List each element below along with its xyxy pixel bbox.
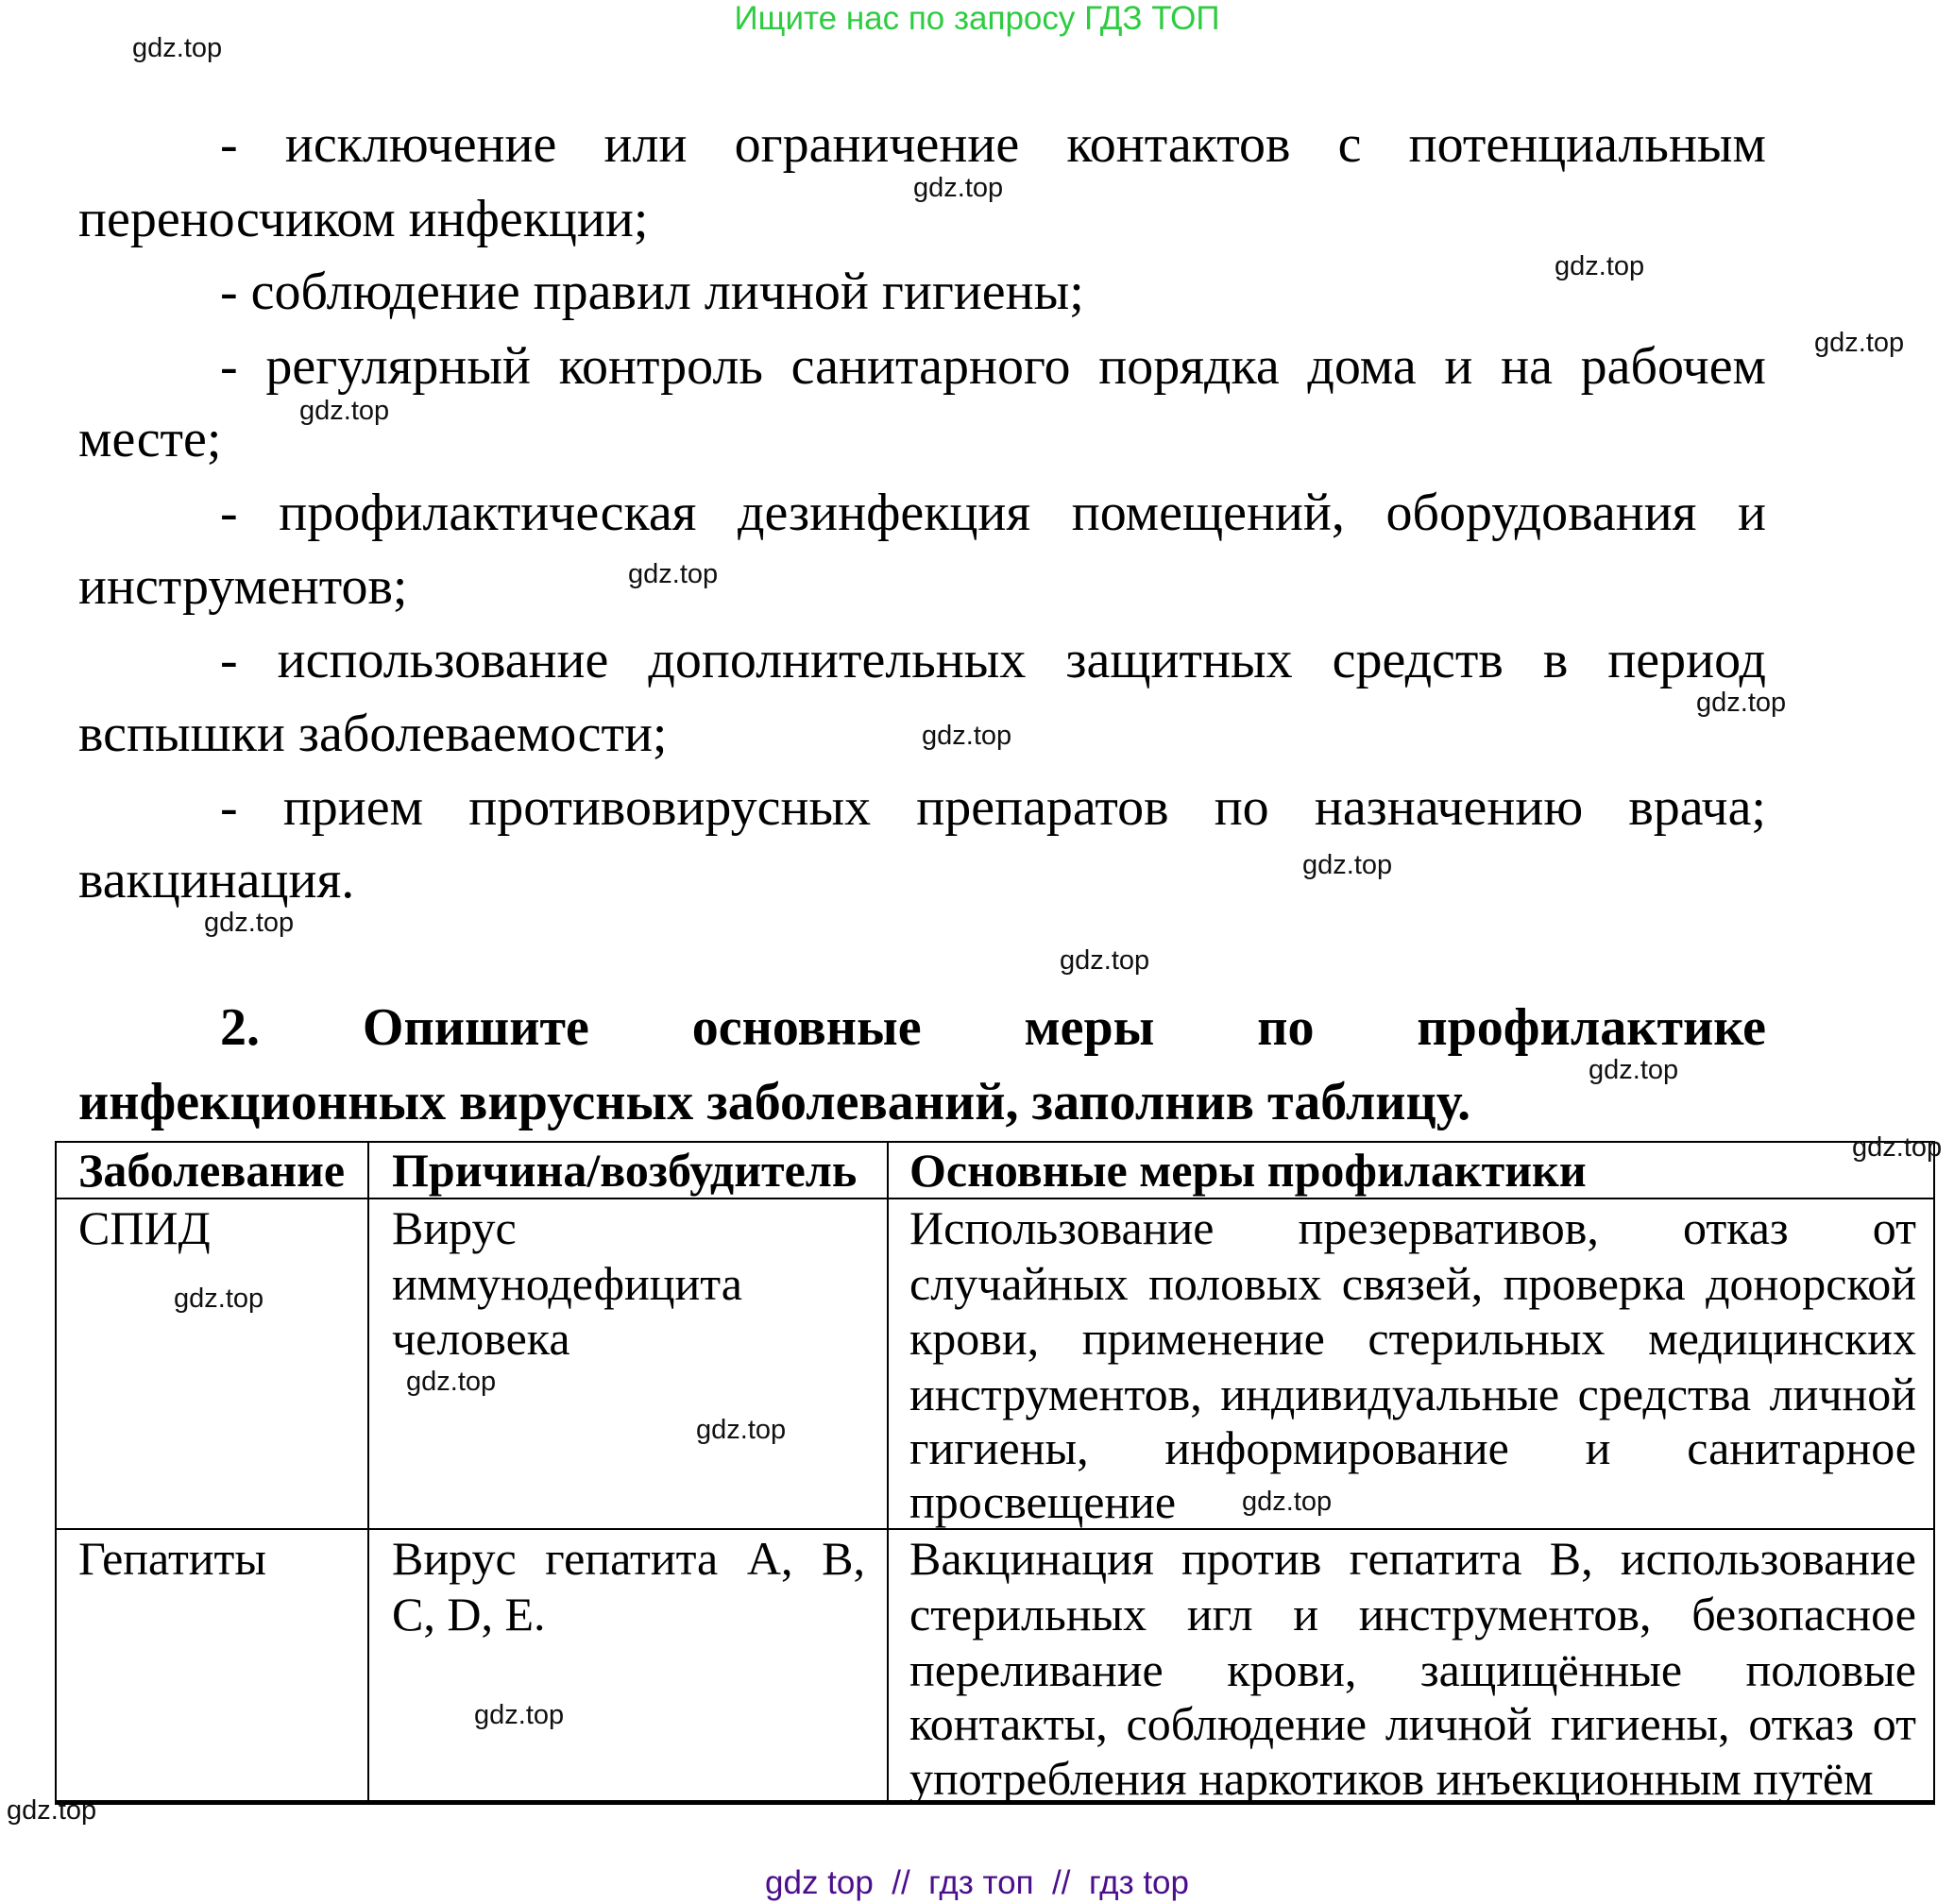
cause-cell-line: Вирус — [392, 1201, 517, 1254]
measures-cell-line: просвещение — [909, 1475, 1177, 1528]
watermark-text: gdz.top — [628, 559, 719, 589]
watermark-text: gdz.top — [299, 396, 390, 426]
table-header-cell: Основные меры профилактики — [909, 1144, 1587, 1197]
watermark-text: gdz.top — [1852, 1132, 1943, 1163]
watermark-text: gdz.top — [1814, 328, 1905, 358]
watermark-text: gdz.top — [406, 1367, 497, 1397]
body-text-line: вакцинация. — [78, 851, 355, 910]
measures-cell-line: гигиены, информирование и санитарное — [909, 1421, 1916, 1474]
watermark-text: gdz.top — [1302, 850, 1393, 880]
cause-cell-line: Вирус гепатита А, В, — [392, 1532, 865, 1585]
measures-cell-line: употребления наркотиков инъекционным путём — [909, 1752, 1874, 1805]
table-row-divider — [55, 1198, 1935, 1199]
measures-cell-line: контакты, соблюдение личной гигиены, отказ от — [909, 1697, 1916, 1750]
watermark-text: gdz.top — [1060, 945, 1150, 976]
watermark-text: gdz.top — [1555, 251, 1645, 281]
body-text-line: вспышки заболеваемости; — [78, 705, 668, 763]
measures-cell-line: инструментов, индивидуальные средства личной — [909, 1368, 1916, 1420]
watermark-text: gdz.top — [7, 1795, 97, 1826]
watermark-text: gdz.top — [696, 1415, 787, 1445]
watermark-text: gdz.top — [204, 908, 295, 938]
table-column-divider — [367, 1141, 369, 1805]
body-text-line: месте; — [78, 410, 222, 468]
footer-links[interactable]: gdz top // гдз топ // гдз top — [765, 1864, 1189, 1901]
disease-cell: Гепатиты — [78, 1532, 266, 1585]
body-text-line: - соблюдение правил личной гигиены; — [220, 263, 1084, 321]
watermark-text: gdz.top — [1696, 688, 1787, 718]
watermark-text: gdz.top — [132, 33, 223, 63]
cause-cell-line: иммунодефицита — [392, 1257, 742, 1310]
table-column-divider — [887, 1141, 889, 1805]
watermark-text: gdz.top — [913, 173, 1004, 203]
body-text-line: - исключение или ограничение контактов с потенциальным — [220, 115, 1766, 174]
body-text-line: переносчиком инфекции; — [78, 190, 649, 248]
watermark-text: gdz.top — [1242, 1487, 1333, 1517]
body-text-line: - регулярный контроль санитарного порядка дома и на рабочем — [220, 337, 1766, 396]
watermark-text: gdz.top — [174, 1284, 264, 1314]
measures-cell-line: крови, применение стерильных медицинских — [909, 1312, 1916, 1365]
body-text-line: инструментов; — [78, 557, 408, 616]
cause-cell-line: С, D, Е. — [392, 1588, 546, 1640]
body-text-line: - прием противовирусных препаратов по назначению врача; — [220, 778, 1766, 837]
disease-cell: СПИД — [78, 1201, 211, 1254]
body-text-line: - использование дополнительных защитных средств в период — [220, 631, 1766, 689]
watermark-text: gdz.top — [474, 1700, 565, 1730]
measures-cell-line: переливание крови, защищённые половые — [909, 1643, 1916, 1696]
measures-cell-line: Использование презервативов, отказ от — [909, 1201, 1916, 1254]
search-banner: Ищите нас по запросу ГДЗ ТОП — [734, 0, 1220, 37]
measures-cell-line: стерильных игл и инструментов, безопасное — [909, 1588, 1916, 1640]
measures-cell-line: случайных половых связей, проверка донорской — [909, 1257, 1916, 1310]
measures-cell-line: Вакцинация против гепатита В, использование — [909, 1532, 1916, 1585]
cause-cell-line: человека — [392, 1312, 570, 1365]
table-header-cell: Заболевание — [78, 1144, 346, 1197]
body-text-line: - профилактическая дезинфекция помещений, оборудования и — [220, 484, 1766, 542]
task-heading: инфекционных вирусных заболеваний, заполнив таблицу. — [78, 1073, 1471, 1131]
watermark-text: gdz.top — [922, 721, 1012, 751]
table-header-cell: Причина/возбудитель — [392, 1144, 858, 1197]
task-heading: 2. Опишите основные меры по профилактике — [220, 998, 1766, 1057]
watermark-text: gdz.top — [1589, 1055, 1679, 1085]
